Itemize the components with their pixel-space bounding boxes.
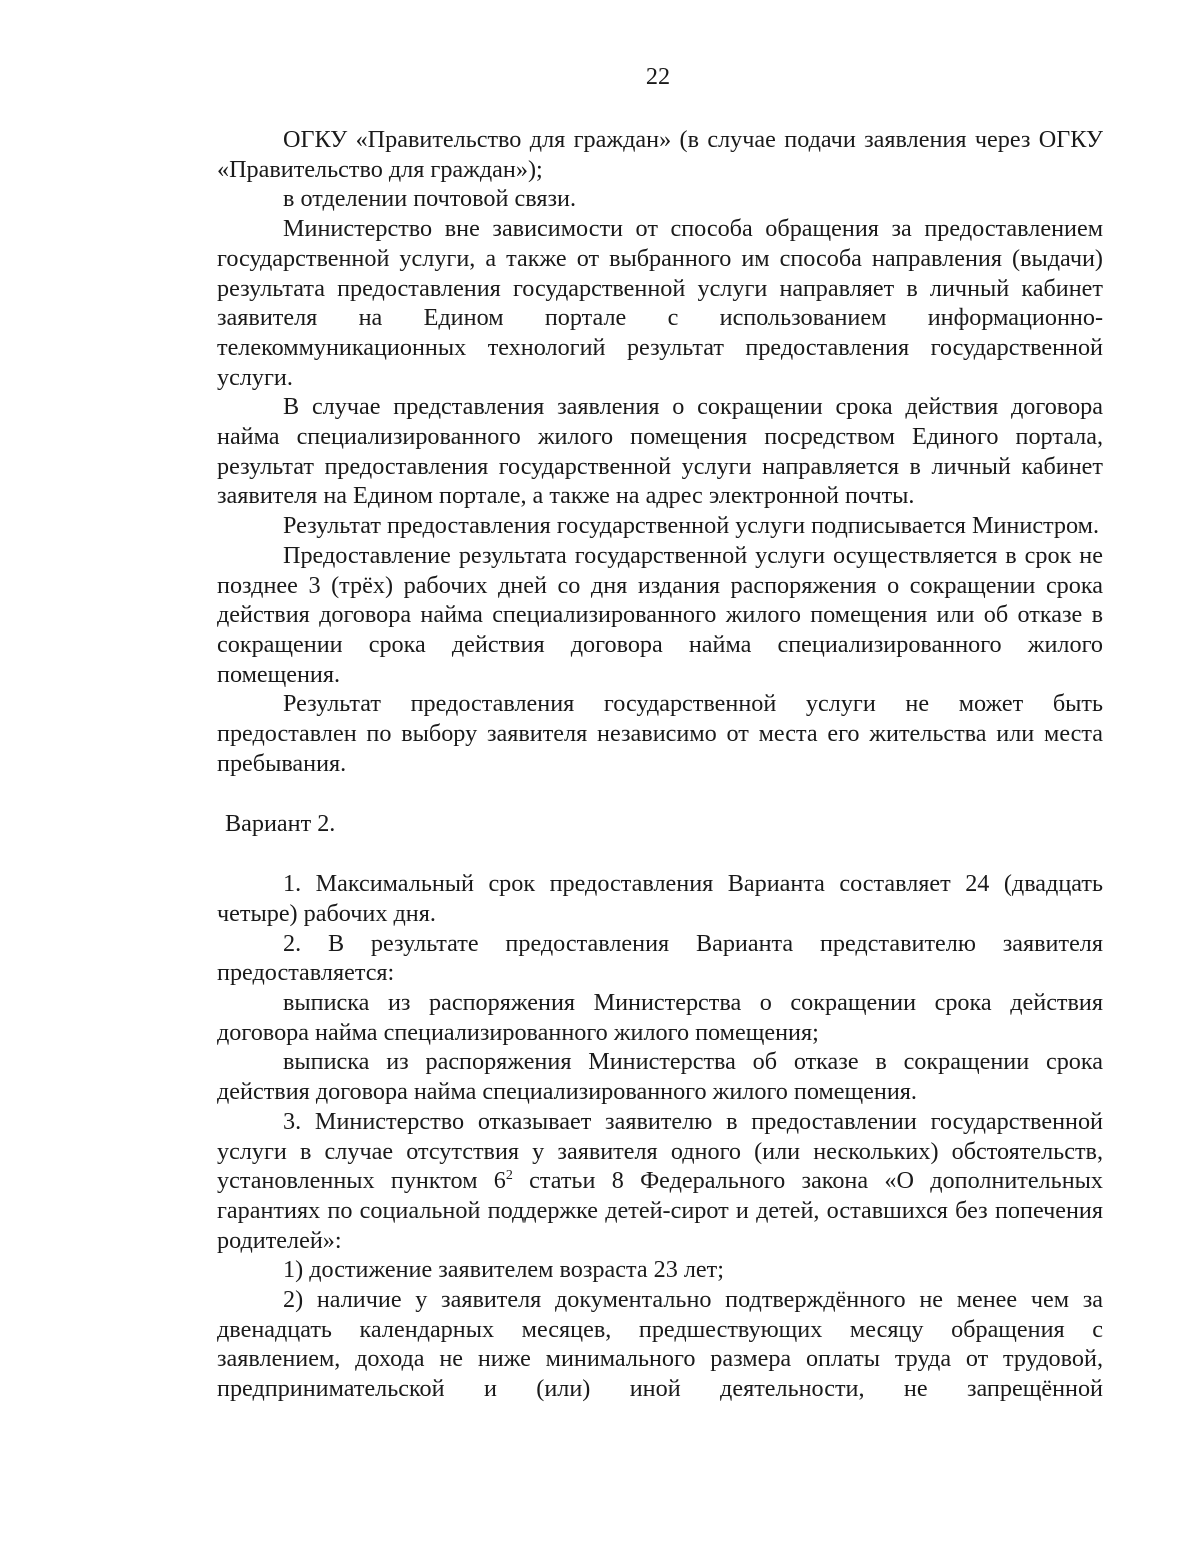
paragraph-text: 3. Министерство отказывает заявителю в предоставлении государственной услуги в случае отсутствия у заявителя одного (или нескольких) обстоятельств, установленных пунктом 6 <box>217 1107 1103 1195</box>
section-heading <box>217 809 1103 839</box>
paragraph: В случае представления заявления о сокращении срока действия договора найма специализированного жилого помещения посредством Единого портала, результат предоставления государственной услуги направляется в личный кабинет заявителя на Едином портале, а также на адрес электронной почты. <box>217 393 1103 510</box>
paragraph: Министерство вне зависимости от способа обращения за предоставлением государственной услуги, а также от выбранного им способа направления (выдачи) результата предоставления государственной услуги направляет в личный кабинет заявителя на Едином портале с использованием информационно-телекоммуникационных технологий результат предоставления государственной услуги. <box>217 215 1103 391</box>
superscript: 2 <box>505 1168 513 1184</box>
paragraph: Результат предоставления государственной услуги не может быть предоставлен по выбору заявителя независимо от места его жительства или места пребывания. <box>217 690 1103 777</box>
paragraph: 2) наличие у заявителя документально подтверждённого не менее чем за двенадцать календарных месяцев, предшествующих месяцу обращения с заявлением, дохода не ниже минимального размера оплаты труда от трудовой, предпринимательской и (или) иной деятельности, не запрещённой <box>217 1286 1103 1403</box>
paragraph: 2. В результате предоставления Варианта представителю заявителя предоставляется: <box>217 929 1103 987</box>
section-heading-text: Вариант 2. <box>225 810 336 838</box>
page-number: 22 <box>645 63 671 90</box>
document-body <box>217 125 1103 1404</box>
paragraph: 1) достижение заявителем возраста 23 лет; <box>283 1256 724 1284</box>
paragraph: Результат предоставления государственной услуги подписывается Министром. <box>283 512 1099 540</box>
paragraph <box>217 1107 1103 1256</box>
paragraph-text: статьи 8 Федерального закона «О дополнительных гарантиях по социальной поддержке детей-сирот и детей, оставшихся без попечения родителей»: <box>217 1167 1103 1254</box>
paragraph: выписка из распоряжения Министерства о сокращении срока действия договора найма специализированного жилого помещения; <box>217 988 1103 1046</box>
paragraph: Предоставление результата государственной услуги осуществляется в срок не позднее 3 (трёх) рабочих дней со дня издания распоряжения о сокращении срока действия договора найма специализированного жилого помещения или об отказе в сокращении срока действия договора найма специализированного жилого помещения. <box>217 541 1103 688</box>
paragraph: ОГКУ «Правительство для граждан» (в случае подачи заявления через ОГКУ «Правительство для граждан»); <box>217 126 1103 183</box>
paragraph: 1. Максимальный срок предоставления Варианта составляет 24 (двадцать четыре) рабочих дня. <box>217 870 1103 927</box>
paragraph: выписка из распоряжения Министерства об отказе в сокращении срока действия договора найма специализированного жилого помещения. <box>217 1048 1103 1106</box>
paragraph: в отделении почтовой связи. <box>283 185 576 213</box>
